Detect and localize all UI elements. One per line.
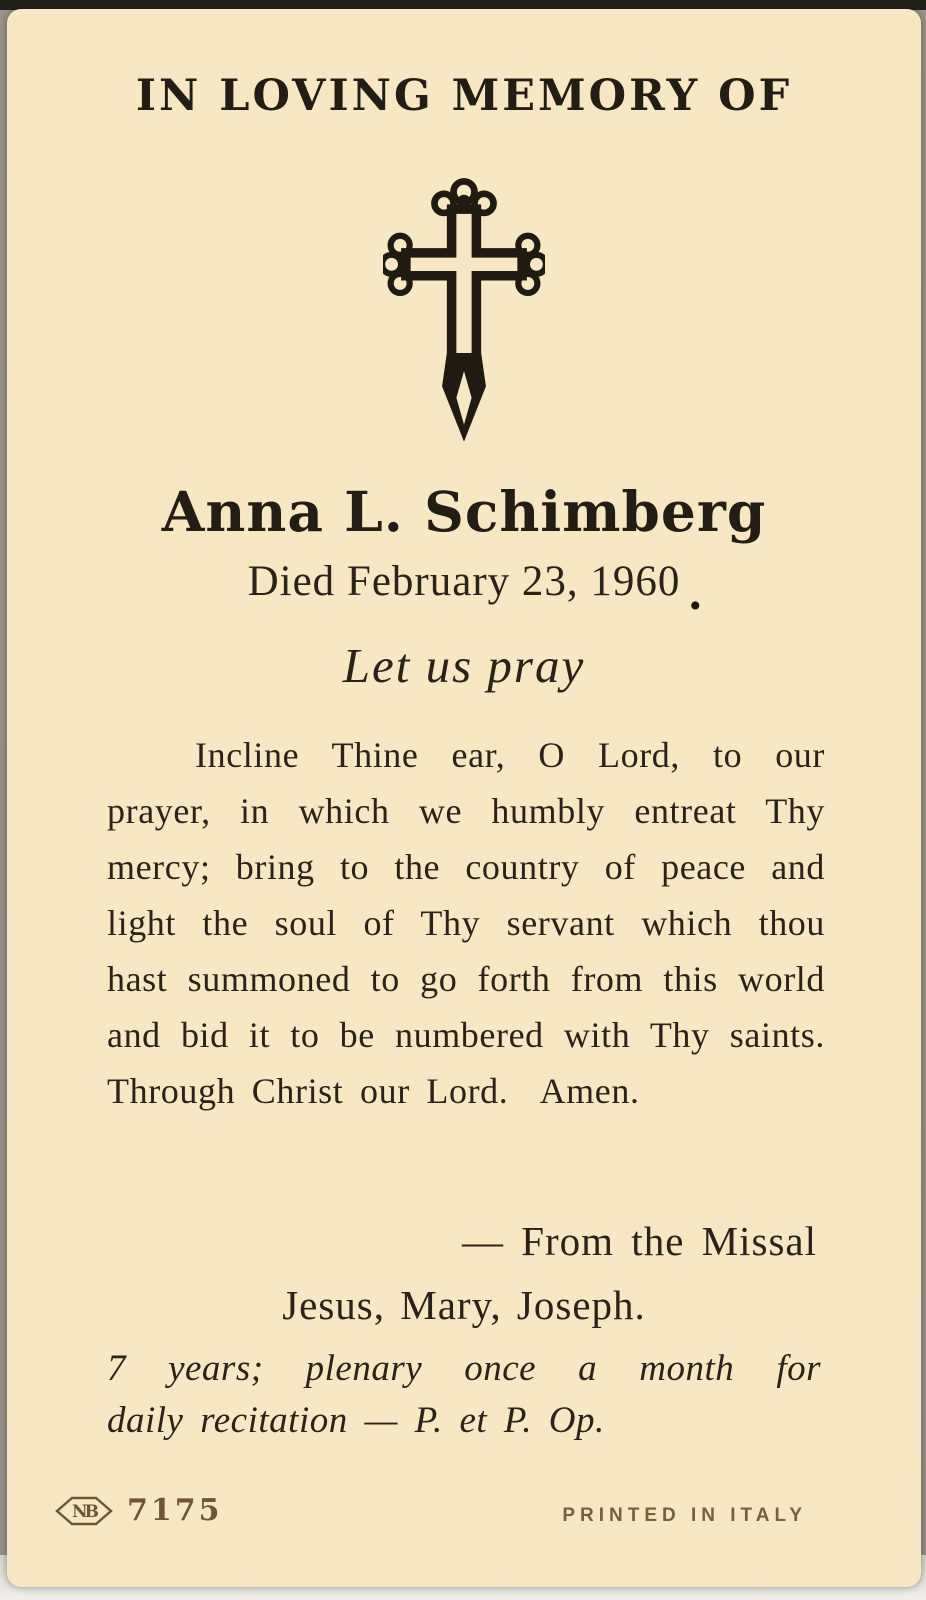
publisher-initials: NB <box>72 1501 96 1522</box>
budded-cross-icon <box>383 167 545 457</box>
indulgence-line-2: daily recitation — P. et P. Op. <box>107 1400 605 1441</box>
prayer-text: Incline Thine ear, O Lord, to our prayer, in which we humbly entreat Thy mercy; bring to the country of peace and light the soul of Thy servant which thou hast summoned to go forth from this world and bid it to be numbered with Thy saints. Through Christ our Lord. Amen. <box>107 735 825 1111</box>
prayer-attribution: — From the Missal <box>461 1218 817 1264</box>
invocation-line: Jesus, Mary, Joseph. <box>282 1282 646 1328</box>
date-dot: . <box>689 564 702 620</box>
cross-container <box>7 167 921 462</box>
memorial-card <box>7 9 921 1587</box>
deceased-name: Anna L. Schimberg <box>161 479 767 544</box>
publisher-diamond-icon <box>55 1494 113 1528</box>
indulgence-note <box>107 1343 821 1447</box>
prayer-title: Let us pray <box>342 638 586 693</box>
publisher-mark <box>55 1493 223 1528</box>
item-number: 7175 <box>127 1493 223 1528</box>
death-date: Died February 23, 1960 <box>247 558 681 605</box>
printed-in-label: PRINTED IN ITALY <box>562 1505 807 1526</box>
card-header: IN LOVING MEMORY OF <box>135 71 793 121</box>
card-footer <box>55 1487 821 1547</box>
indulgence-line-1: 7 years; plenary once a month for <box>107 1348 821 1389</box>
